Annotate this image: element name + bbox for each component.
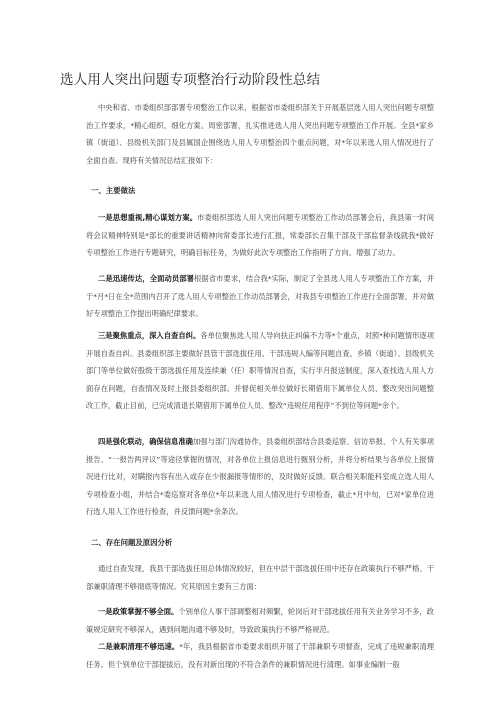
paragraph-lead: 三是聚焦重点，深入自查自纠。	[98, 331, 201, 340]
paragraph-lead: 二是迅速传达，全面动员部署	[98, 274, 195, 283]
section-heading-main-practices: 一、主要做法	[91, 186, 136, 195]
document-title: 选人用人突出问题专项整治行动阶段性总结	[60, 72, 321, 88]
paragraph-practice-4	[86, 433, 434, 521]
paragraph-problem-2	[86, 638, 434, 673]
paragraph-practice-1	[86, 209, 434, 262]
paragraph-problem-1	[86, 603, 434, 638]
intro-paragraph: 中央和省、市委组织部部署专项整治工作以来，根据省市委组织部关于开展基层选人用人突出问题专项整治工作要求，*精心组织、细化方案、周密部署，扎实推进选人用人突出问题专项整治工作开展。全县*家乡镇（街道）、县级机关部门及县属国企围绕选人用人专项整治四个重点问题，对*年以来选人用人情况进行了全面自查。现将有关情况总结汇报如下：	[86, 103, 434, 165]
section-heading-problems: 二、存在问题及原因分析	[91, 538, 173, 547]
paragraph-text: 各单位聚焦选人用人导向扶正纠偏不力等*个重点，对照*种问题情形逐项开展自查自纠。县委组织部主要做好县管干部选拔任用、干部违规入编等问题自查，乡镇（街道）、县级机关部门等单位做好股级干部选拔任用及连续兼（任）职等情况自查，实行半月报送制度，深入查找选人用人方面存在问题，自查情况及时上报县委组织部。并督促相关单位做好长期借用下属单位人员、整改突出问题整改工作，截止目前，已完成清退长期借用下属单位人员、整改“违规任用程序”不到位等问题*余个。	[86, 331, 435, 410]
paragraph-text: *年，我县根据省市委要求组织开展了干部兼职专项督查，完成了违规兼职清理任务。但个别单位干部提拔后，没有对新出现的不符合条件的兼职情况进行清理。如事业编制一般	[86, 642, 435, 669]
paragraph-text: 个别单位人事干部调整相对频繁，轮岗后对干部选拔任用有关业务学习不多，政策规定研究不够深入，遇到问题沟通不够及时，导致政策执行不够严格规范。	[86, 607, 435, 634]
paragraph-lead: 一是思想重视,精心谋划方案。	[98, 213, 198, 222]
paragraph-text: 加强与部门沟通协作，县委组织部结合县委巡察、信访举报、个人有关事项报告、“一报告两评议”等途径掌握的情况，对各单位上报信息进行甄别分析，并将分析结果与各单位上报情况进行比对，对瞒报内容有出入或存在少报漏报等情形的，及时做好反馈。联合相关职能科室成立选人用人专项检查小组，并结合*委巡察对各单位*年以来选人用人情况进行专项检查，截止*月中旬，已对*家单位进行选人用人工作进行检查，并反馈问题*余条次。	[86, 437, 435, 516]
paragraph-practice-2	[86, 270, 434, 323]
paragraph-practice-3	[86, 327, 434, 415]
paragraph-lead: 二是兼职清理不够迅速。	[98, 642, 180, 651]
paragraph-text: 市委组织部选人用人突出问题专项整治工作动员部署会后，我县第一时间将会议精神特别是*部长的重要讲话精神向常委部长进行汇报，常委部长召集干部及干部监督条线就我*做好专项整治工作进行专题研究，明确目标任务，为做好此次专项整治工作指明了方向、增强了动力。	[86, 213, 435, 257]
paragraph-lead: 一是政策掌握不够全面。	[98, 607, 179, 616]
paragraph-problems-intro: 通过自查发现，我县干部选拔任用总体情况较好，但在中层干部选拔任用中还存在政策执行不够严格、干部兼职清理不够彻底等情况。究其原因主要有三方面：	[86, 564, 434, 591]
paragraph-text: 根据省市要求，结合我*实际，制定了全县选人用人专项整治工作方案，并于*月*日在全*范围内召开了选人用人专项整治工作动员部署会，对我县专项整治工作进行全面部署，并对做好专项整治工作提出明确纪律要求。	[86, 274, 434, 318]
paragraph-lead: 四是强化联动，确保信息准确	[98, 437, 193, 446]
